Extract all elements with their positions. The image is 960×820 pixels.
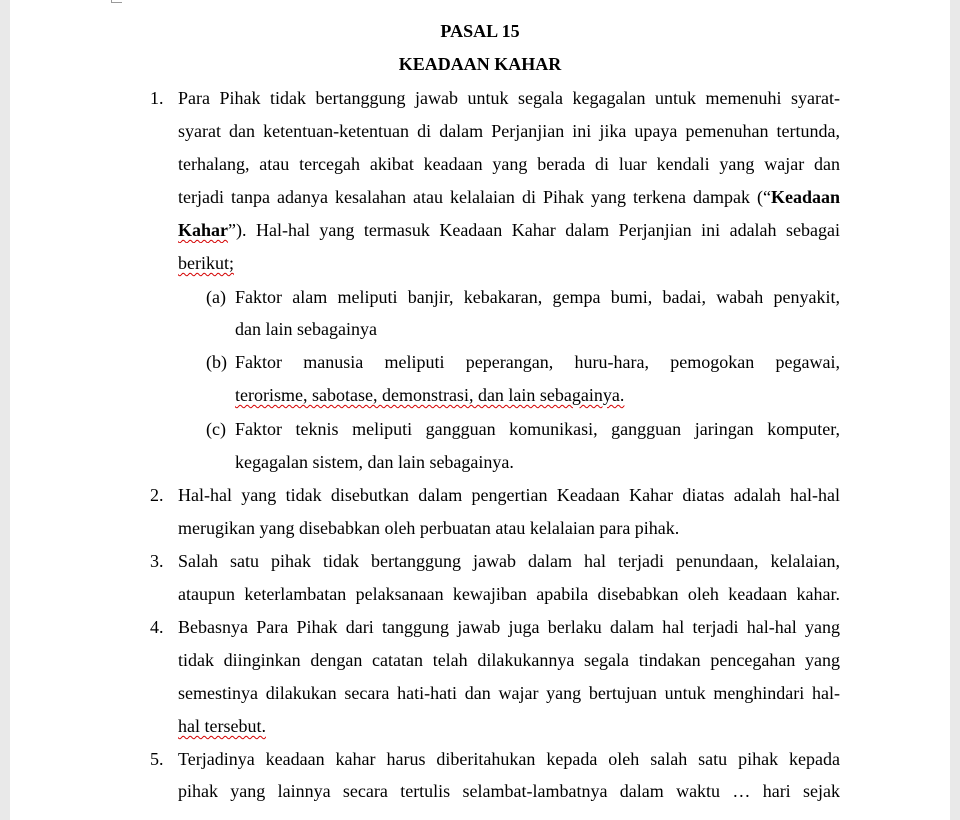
item-1-line-6 <box>178 252 234 274</box>
item-4-line-1: Bebasnya Para Pihak dari tanggung jawab juga berlaku dalam hal terjadi hal-hal yang <box>178 617 840 637</box>
item-4-line-4 <box>178 715 266 737</box>
item-4-line-2: tidak diinginkan dengan catatan telah dilakukannya segala tindakan pencegahan yang <box>178 650 840 670</box>
sub-item-a-line-1: Faktor alam meliputi banjir, kebakaran, gempa bumi, badai, wabah penyakit, <box>235 287 840 307</box>
sub-item-c-line-2: kegagalan sistem, dan lain sebagainya. <box>235 452 514 472</box>
item-1-line-3: terhalang, atau tercegah akibat keadaan yang berada di luar kendali yang wajar dan <box>178 154 840 174</box>
item-1-line-5-text: ”). Hal-hal yang termasuk Keadaan Kahar dalam Perjanjian ini adalah sebagai <box>228 220 840 240</box>
item-1-line-5 <box>178 219 840 243</box>
item-3-number: 3. <box>150 551 164 571</box>
item-1-line-4-text: terjadi tanpa adanya kesalahan atau kelalaian di Pihak yang terkena dampak (“ <box>178 187 771 207</box>
item-1-line-2: syarat dan ketentuan-ketentuan di dalam Perjanjian ini jika upaya pemenuhan tertunda, <box>178 121 840 141</box>
sub-item-c-line-1: Faktor teknis meliputi gangguan komunikasi, gangguan jaringan komputer, <box>235 419 840 439</box>
sub-item-b-line-2 <box>235 384 624 406</box>
item-4-line-3: semestinya dilakukan secara hati-hati dan wajar yang bertujuan untuk menghindari hal- <box>178 683 840 703</box>
sub-item-a-line-2: dan lain sebagainya <box>235 319 377 339</box>
sub-item-c-marker: (c) <box>206 419 226 439</box>
item-5-number: 5. <box>150 749 164 769</box>
article-title: PASAL 15 <box>440 21 520 41</box>
margin-corner-mark <box>111 0 122 3</box>
item-1-number: 1. <box>150 88 164 108</box>
item-5-line-1: Terjadinya keadaan kahar harus diberitahukan kepada oleh salah satu pihak kepada <box>178 749 840 769</box>
item-2-line-1: Hal-hal yang tidak disebutkan dalam pengertian Keadaan Kahar diatas adalah hal-hal <box>178 485 840 505</box>
item-4-number: 4. <box>150 617 164 637</box>
item-1-line-1: Para Pihak tidak bertanggung jawab untuk segala kegagalan untuk memenuhi syarat- <box>178 88 840 108</box>
item-5-line-2: pihak yang lainnya secara tertulis selambat-lambatnya dalam waktu … hari sejak <box>178 781 840 801</box>
sub-item-b-marker: (b) <box>206 352 227 372</box>
item-1-line-6-text: berikut; <box>178 253 234 273</box>
item-2-line-2: merugikan yang disebabkan oleh perbuatan atau kelalaian para pihak. <box>178 518 680 538</box>
sub-item-b-line-1: Faktor manusia meliputi peperangan, huru-hara, pemogokan pegawai, <box>235 352 840 372</box>
item-2-number: 2. <box>150 485 164 505</box>
item-3-line-2: ataupun keterlambatan pelaksanaan kewajiban apabila disebabkan oleh keadaan kahar. <box>178 584 840 604</box>
item-3-line-1: Salah satu pihak tidak bertanggung jawab dalam hal terjadi penundaan, kelalaian, <box>178 551 840 571</box>
sub-item-a-marker: (a) <box>206 287 226 307</box>
item-1-term-keadaan: Keadaan <box>770 187 840 207</box>
article-subtitle: KEADAAN KAHAR <box>398 54 562 74</box>
item-1-term-kahar: Kahar <box>178 220 229 240</box>
item-1-line-4 <box>178 186 840 210</box>
item-4-line-4-text: hal tersebut. <box>178 716 266 736</box>
sub-item-b-line-2-text: terorisme, sabotase, demonstrasi, dan lain sebagainya. <box>235 385 625 405</box>
